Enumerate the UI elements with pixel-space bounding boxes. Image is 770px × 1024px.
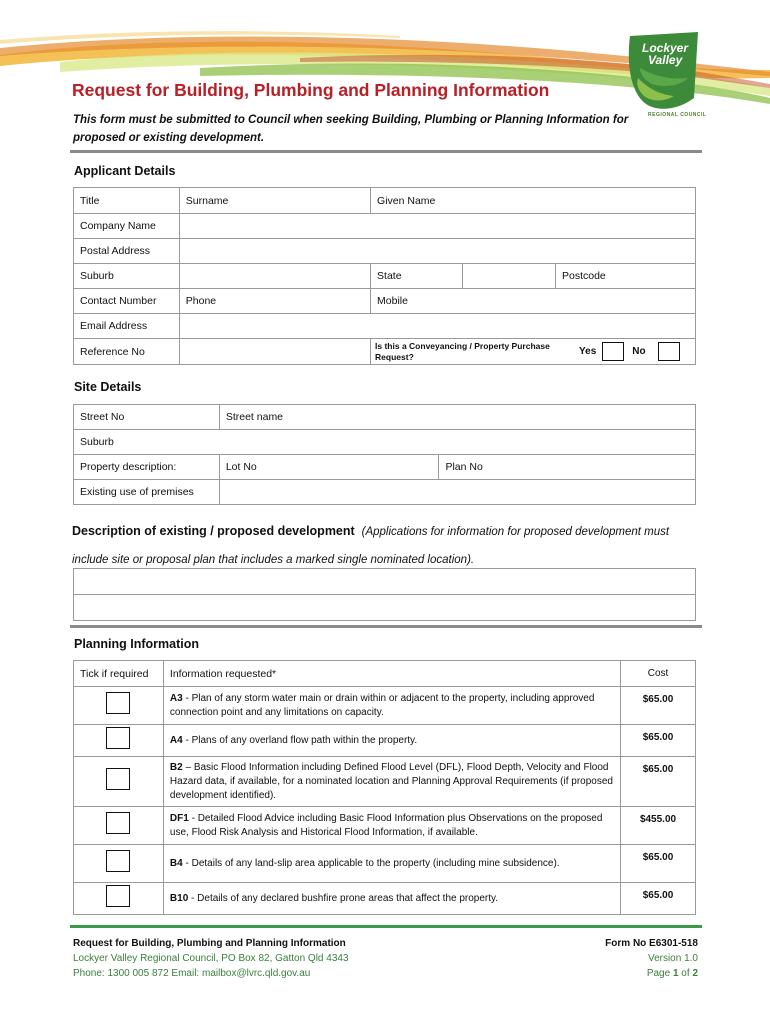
info-text: Details of any declared bushfire prone areas that affect the property. xyxy=(197,892,499,904)
postal-field[interactable] xyxy=(179,239,695,264)
plan-label: Plan No xyxy=(445,461,483,473)
site-suburb-label: Suburb xyxy=(80,436,114,448)
tick-checkbox[interactable] xyxy=(106,692,130,714)
mobile-label: Mobile xyxy=(377,295,408,307)
lot-field[interactable] xyxy=(219,455,439,480)
info-separator: - xyxy=(188,812,198,824)
info-cell xyxy=(163,883,620,915)
info-separator: - xyxy=(182,692,192,704)
given-name-label: Given Name xyxy=(377,194,436,207)
planning-row xyxy=(74,845,696,883)
state-field[interactable] xyxy=(463,264,556,289)
company-field[interactable] xyxy=(179,214,695,239)
description-line-2[interactable] xyxy=(74,595,696,621)
conveyancing-label: Is this a Conveyancing / Property Purchase Request? xyxy=(375,340,550,362)
info-cell xyxy=(163,687,620,725)
info-text: Plans of any overland flow path within the property. xyxy=(191,734,418,746)
street-name-label: Street name xyxy=(225,411,284,423)
divider xyxy=(70,625,702,628)
info-code: B4 xyxy=(169,857,183,869)
info-separator: – xyxy=(182,761,194,773)
contact-label: Contact Number xyxy=(74,289,180,314)
existing-use-label: Existing use of premises xyxy=(74,480,220,505)
yes-label: Yes xyxy=(579,346,597,357)
email-label: Email Address xyxy=(74,314,180,339)
tick-cell xyxy=(74,687,164,725)
page-title: Request for Building, Plumbing and Planning Information xyxy=(72,80,550,100)
description-table xyxy=(73,568,696,621)
footer-address: Lockyer Valley Regional Council, PO Box 82, Gatton Qld 4343 xyxy=(73,953,349,964)
info-separator: - xyxy=(182,857,192,869)
planning-row xyxy=(74,807,696,845)
title-label: Title xyxy=(74,188,180,214)
logo-subtitle: REGIONAL COUNCIL xyxy=(648,112,707,118)
info-code: B2 xyxy=(169,761,183,773)
suburb-field[interactable] xyxy=(179,264,370,289)
tick-cell xyxy=(74,757,164,807)
info-code: A3 xyxy=(169,692,183,704)
cost-cell: $65.00 xyxy=(621,687,696,725)
surname-label: Surname xyxy=(185,194,229,207)
existing-use-field[interactable] xyxy=(219,480,695,505)
info-code: B10 xyxy=(169,892,189,904)
footer-divider xyxy=(70,925,702,928)
mobile-field[interactable] xyxy=(371,289,696,314)
description-heading xyxy=(72,518,702,574)
divider xyxy=(70,150,702,153)
suburb-label: Suburb xyxy=(74,264,180,289)
form-version: Version 1.0 xyxy=(647,953,698,964)
no-label: No xyxy=(632,346,646,357)
planning-row xyxy=(74,883,696,915)
postcode-field[interactable] xyxy=(555,264,695,289)
no-checkbox[interactable] xyxy=(658,342,680,361)
applicant-section-title: Applicant Details xyxy=(74,164,176,178)
tick-checkbox[interactable] xyxy=(106,812,130,834)
postcode-label: Postcode xyxy=(561,270,606,282)
info-cell xyxy=(163,725,620,757)
cost-cell: $65.00 xyxy=(621,725,696,757)
cost-cell: $455.00 xyxy=(621,807,696,845)
postal-label: Postal Address xyxy=(74,239,180,264)
footer-contact: Phone: 1300 005 872 Email: mailbox@lvrc.qld.gov.au xyxy=(73,968,311,979)
info-text: Detailed Flood Advice including Basic Flood Information plus Observations on the proposed use, Flood Risk Analysis and Historical Flood Information, if available. xyxy=(169,812,603,838)
logo-text-line2: Valley xyxy=(648,53,683,67)
planning-row xyxy=(74,725,696,757)
given-name-field[interactable] xyxy=(371,188,696,214)
site-section-title: Site Details xyxy=(74,380,142,394)
form-number: Form No E6301-518 xyxy=(605,938,698,949)
intro-text: This form must be submitted to Council when seeking Building, Plumbing or Planning Information for proposed or existing development. xyxy=(73,114,629,144)
info-text: Plan of any storm water main or drain within or adjacent to the property, including approved connection point and any limitations on capacity. xyxy=(169,692,595,718)
footer-left xyxy=(73,936,349,981)
street-name-field[interactable] xyxy=(219,405,695,430)
info-cell xyxy=(163,845,620,883)
council-logo xyxy=(618,28,708,112)
tick-cell xyxy=(74,725,164,757)
info-separator: - xyxy=(182,734,192,746)
logo-text-line1: Lockyer xyxy=(642,41,689,55)
description-note: (Applications for information for proposed development must include site or proposal plan that includes a marked single nominated location). xyxy=(72,526,670,566)
cost-cell: $65.00 xyxy=(621,757,696,807)
tick-checkbox[interactable] xyxy=(106,850,130,872)
footer-right xyxy=(605,936,698,981)
info-cell xyxy=(163,807,620,845)
applicant-table xyxy=(73,187,696,365)
tick-cell xyxy=(74,883,164,915)
page-indicator: Page 1 of 2 xyxy=(646,968,698,979)
reference-field[interactable] xyxy=(179,339,370,365)
lot-label: Lot No xyxy=(225,461,257,473)
planning-row xyxy=(74,757,696,807)
cost-cell: $65.00 xyxy=(621,883,696,915)
conveyancing-cell xyxy=(371,339,696,365)
state-label: State xyxy=(371,264,463,289)
footer-title: Request for Building, Plumbing and Planning Information xyxy=(73,938,346,949)
description-title: Description of existing / proposed development xyxy=(72,524,355,538)
info-separator: - xyxy=(188,892,198,904)
cost-cell: $65.00 xyxy=(621,845,696,883)
reference-label: Reference No xyxy=(74,339,180,365)
tick-checkbox[interactable] xyxy=(106,727,130,749)
email-field[interactable] xyxy=(179,314,695,339)
phone-label: Phone xyxy=(185,295,217,307)
phone-field[interactable] xyxy=(179,289,370,314)
site-table xyxy=(73,404,696,505)
tick-cell xyxy=(74,807,164,845)
info-cell xyxy=(163,757,620,807)
property-label: Property description: xyxy=(74,455,220,480)
info-text: Details of any land-slip area applicable to the property (including mine subsidence). xyxy=(191,857,560,869)
company-label: Company Name xyxy=(74,214,180,239)
street-no-label: Street No xyxy=(80,411,125,423)
plan-field[interactable] xyxy=(439,455,696,480)
info-code: A4 xyxy=(169,734,183,746)
tick-checkbox[interactable] xyxy=(106,885,130,907)
site-suburb-field[interactable] xyxy=(74,430,696,455)
col-cost-header: Cost xyxy=(621,661,696,687)
info-code: DF1 xyxy=(169,812,189,824)
col-info-header: Information requested* xyxy=(163,661,620,687)
description-line-1[interactable] xyxy=(74,569,696,595)
info-text: Basic Flood Information including Defined Flood Level (DFL), Flood Depth, Velocity and Flood Hazard data, if available, for a nominated location and Planning Approval Requirements (if proposed development identified). xyxy=(169,761,613,801)
planning-section-title: Planning Information xyxy=(74,637,199,651)
yes-checkbox[interactable] xyxy=(602,342,624,361)
col-tick-header: Tick if required xyxy=(74,661,164,687)
surname-field[interactable] xyxy=(179,188,370,214)
planning-row xyxy=(74,687,696,725)
tick-checkbox[interactable] xyxy=(106,768,130,790)
street-no-field[interactable] xyxy=(74,405,220,430)
planning-table xyxy=(73,660,696,915)
tick-cell xyxy=(74,845,164,883)
